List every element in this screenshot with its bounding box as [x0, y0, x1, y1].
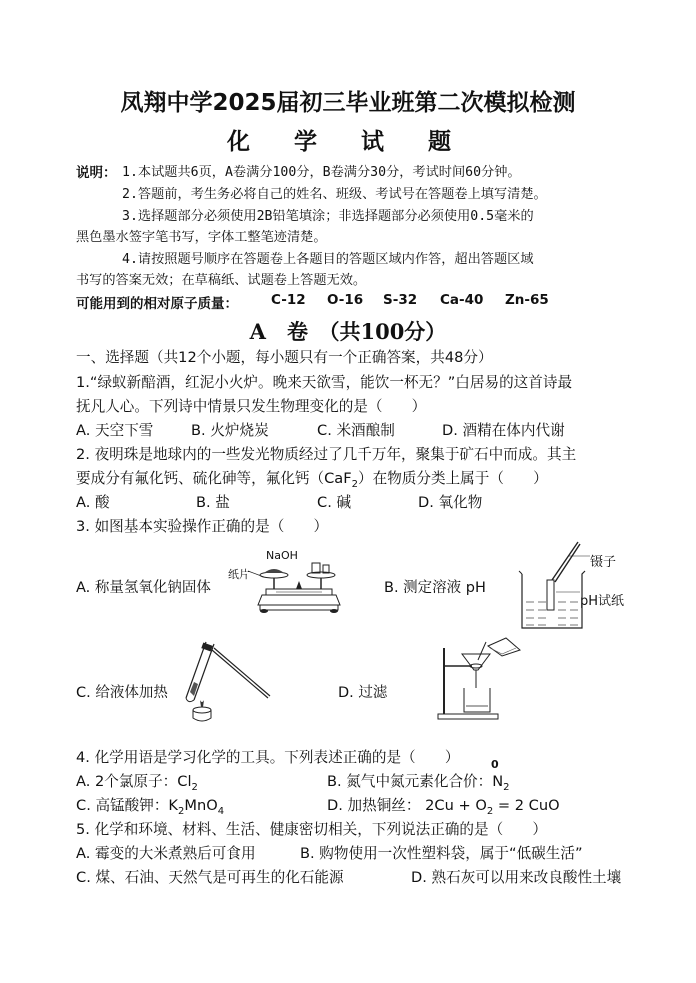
atomic-mass-c: C-12 — [271, 292, 306, 308]
exam-title: 凤翔中学2025届初三毕业班第二次模拟检测 — [120, 90, 576, 116]
q4-stem: 4. 化学用语是学习化学的工具。下列表述正确的是（ ） — [76, 749, 460, 766]
heating-figure — [176, 640, 276, 726]
instruction-4b: 书写的答案无效；在草稿纸、试题卷上答题无效。 — [76, 273, 367, 288]
atomic-mass-ca: Ca-40 — [440, 292, 484, 308]
q4-valence-mark: 0 — [491, 758, 499, 771]
q1-option-c: C. 米酒酿制 — [317, 422, 395, 439]
instruction-1: 1.本试题共6页，A卷满分100分，B卷满分30分，考试时间60分钟。 — [122, 165, 521, 180]
q4-option-d: D. 加热铜丝： $2Cu + O_2 = 2$ CuO — [327, 797, 560, 817]
q1-option-b: B. 火炉烧炭 — [191, 422, 269, 439]
fig-tweezers-label: 镊子 — [590, 555, 617, 570]
q3-option-d: D. 过滤 — [338, 685, 388, 701]
q3-option-a: A. 称量氢氧化钠固体 — [76, 580, 211, 596]
q2-option-b: B. 盐 — [196, 494, 230, 511]
q5-option-c: C. 煤、石油、天然气是可再生的化石能源 — [76, 869, 344, 886]
q3-option-c: C. 给液体加热 — [76, 685, 168, 701]
fig-ph-paper-label: pH试纸 — [580, 594, 625, 609]
q4-option-c: C. 高锰酸钾：$K_2MnO_4$ — [76, 797, 225, 817]
instruction-3b: 黑色墨水签字笔书写，字体工整笔迹清楚。 — [76, 230, 327, 245]
fig-naoh-label: NaOH — [266, 549, 298, 562]
q4-option-b: B. 氮气中氮元素化合价：$N_2$ — [327, 773, 510, 793]
q2-line1: 2. 夜明珠是地球内的一些发光物质经过了几千万年，聚集于矿石中而成。其主 — [76, 446, 577, 463]
q1-line2: 抚凡人心。下列诗中情景只发生物理变化的是（ ） — [76, 398, 427, 415]
fig-paper-label: 纸片 — [228, 568, 250, 581]
q4-option-a: A. 2个氯原子：$Cl_2$ — [76, 773, 198, 793]
section-heading: 一、选择题（共12个小题，每小题只有一个正确答案，共48分） — [76, 349, 493, 366]
q2-option-c: C. 碱 — [317, 494, 352, 511]
q5-option-d: D. 熟石灰可以用来改良酸性土壤 — [411, 869, 622, 886]
instruction-4a: 4.请按照题号顺序在答题卷上各题目的答题区域内作答，超出答题区域 — [122, 252, 534, 267]
q5-stem: 5. 化学和环境、材料、生活、健康密切相关，下列说法正确的是（ ） — [76, 821, 547, 838]
section-title: A 卷 （共100分） — [249, 319, 447, 344]
q2-option-d: D. 氧化物 — [418, 494, 483, 511]
balance-figure — [226, 555, 366, 615]
atomic-mass-label: 可能用到的相对原子质量： — [76, 296, 238, 312]
ph-test-figure — [516, 540, 596, 632]
instruction-2: 2.答题前，考生务必将自己的姓名、班级、考试号在答题卷上填写清楚。 — [122, 187, 547, 202]
q5-option-b: B. 购物使用一次性塑料袋，属于“低碳生活” — [300, 845, 583, 862]
q3-stem: 3. 如图基本实验操作正确的是（ ） — [76, 518, 329, 535]
q1-option-d: D. 酒精在体内代谢 — [442, 422, 565, 439]
exam-subtitle: 化 学 试 题 — [226, 129, 470, 155]
q1-option-a: A. 天空下雪 — [76, 422, 154, 439]
instruction-3a: 3.选择题部分必须使用2B铅笔填涂；非选择题部分必须使用0.5毫米的 — [122, 209, 534, 224]
atomic-mass-zn: Zn-65 — [505, 292, 549, 308]
q2-option-a: A. 酸 — [76, 494, 110, 511]
atomic-mass-o: O-16 — [327, 292, 364, 308]
q5-option-a: A. 霉变的大米煮熟后可食用 — [76, 845, 256, 862]
q3-option-b: B. 测定溶液 pH — [384, 580, 486, 596]
atomic-mass-s: S-32 — [383, 292, 418, 308]
filtration-figure — [436, 636, 526, 720]
q1-line1: 1.“绿蚁新醅酒，红泥小火炉。晚来天欲雪，能饮一杯无？”白居易的这首诗最 — [76, 374, 573, 391]
q2-line2: 要成分有氟化钙、硫化砷等，氟化钙（CaF$_2$）在物质分类上属于（ ） — [76, 470, 548, 490]
instructions-label: 说明： — [76, 165, 117, 181]
